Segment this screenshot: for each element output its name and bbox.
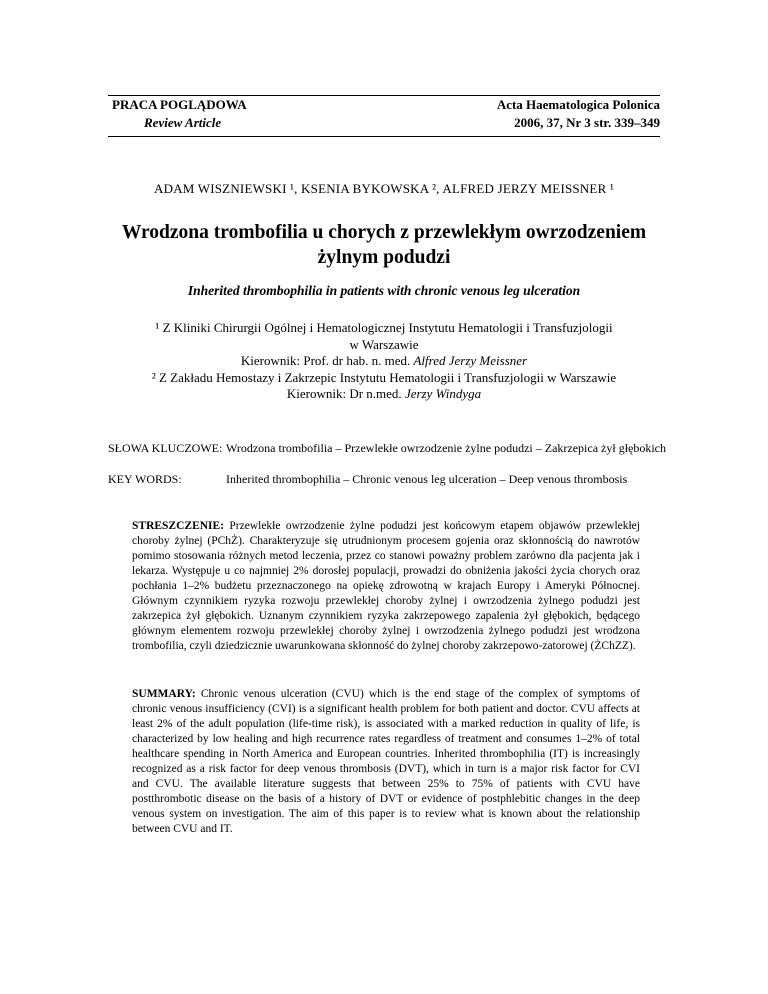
- abstract-pl: [132, 519, 640, 654]
- keywords-pl-value: Wrodzona trombofilia – Przewlekłe owrzodzenie żylne podudzi – Zakrzepica żył głębokich: [226, 441, 667, 455]
- title-line-1: Wrodzona trombofilia u chorych z przewlekłym owrzodzeniem: [121, 222, 647, 243]
- keywords-en-value: Inherited thrombophilia – Chronic venous leg ulceration – Deep venous thrombosis: [226, 472, 628, 486]
- keywords-pl: [108, 441, 668, 471]
- article-type: [112, 96, 247, 132]
- article-type-en: Review Article: [144, 115, 222, 130]
- abstract-pl-text: Przewlekłe owrzodzenie żylne podudzi jest końcowym etapem objawów przewlekłej choroby żylnej (PChŻ). Charakteryzuje się utrudnionym procesem gojenia oraz skłonnością do nawrotów pomimo stosowania różnych metod leczenia, przez co stanowi poważny problem zarówno dla pacjenta jak i lekarza. Występuje u co najmniej 2% dorosłej populacji, prowadzi do obniżenia jakości życia chorych oraz pochłania 1–2% budżetu przeznaczonego na opiekę zdrowotną w krajach Europy i Ameryki Północnej. Głównym czynnikiem ryzyka rozwoju przewlekłej choroby żylnej i owrzodzenia żylnego podudzi jest zakrzepica żył głębokich. Uznanym czynnikiem ryzyka zakrzepowego zapalenia żył głębokich, będącego głównym elementem rozwoju przewlekłej choroby żylnej i owrzodzenia żylnego podudzi jest wrodzona trombofilia, czyli dziedzicznie uwarunkowana skłonność do żylnej choroby zakrzepowo-zatorowej (ŻChZZ).: [132, 520, 640, 652]
- affiliation-2: [80, 370, 688, 387]
- affiliation-1: [80, 320, 688, 337]
- abstract-en-text: Chronic venous ulceration (CVU) which is the end stage of the complex of symptoms of chronic venous insufficiency (CVI) is a significant health problem for both patient and doctor. CVU affects at least 2% of the adult population (life-time risk), is associated with a marked reduction in quality of life, is characterized by low healing and high recurrence rates regardless of treatment and consumes 1–2% of total healthcare spending in North America and European countries. Inherited thrombophilia (IT) is increasingly recognized as a risk factor for deep venous thrombosis (DVT), which in turn is a major risk factor for CVI and CVU. The available literature suggests that between 25% to 75% of patients with CVU have postthrombotic disease on the basis of a history of DVT or evidence of postphlebitic changes in the deep venous system on investigation. The aim of this paper is to review what is known about the relationship between CVU and IT.: [132, 688, 641, 835]
- authors: ADAM WISZNIEWSKI ¹, KSENIA BYKOWSKA ², ALFRED JERZY MEISSNER ¹: [154, 181, 614, 196]
- article-title-en: Inherited thrombophilia in patients with chronic venous leg ulceration: [187, 283, 581, 298]
- journal-name: Acta Haematologica Polonica: [496, 97, 660, 112]
- journal-info: [497, 96, 660, 132]
- journal-citation: 2006, 37, Nr 3 str. 339–349: [514, 115, 660, 130]
- header-bottom-rule: [108, 136, 660, 137]
- affiliation-2-head-label: Kierownik: Dr n.med.: [286, 386, 402, 401]
- abstract-en: [132, 687, 640, 837]
- keywords-en: [108, 472, 668, 502]
- affiliation-2-line-1: Z Zakładu Hemostazy i Zakrzepic Instytutu Hematologii i Transfuzjologii w Warszawie: [158, 369, 617, 385]
- affiliation-1-head-label: Kierownik: Prof. dr hab. n. med.: [240, 353, 411, 368]
- abstract-en-lead: SUMMARY:: [132, 688, 196, 700]
- keywords-pl-label: SŁOWA KLUCZOWE:: [108, 441, 223, 455]
- affiliation-1-marker: ¹: [155, 320, 160, 335]
- affiliation-1-line-2: w Warszawie: [349, 336, 419, 352]
- affiliation-1-head: [80, 353, 688, 370]
- affiliation-1-head-name: Alfred Jerzy Meissner: [413, 353, 528, 368]
- article-type-pl: PRACA POGLĄDOWA: [112, 97, 247, 112]
- affiliation-1-line-1: Z Kliniki Chirurgii Ogólnej i Hematologicznej Instytutu Hematologii i Transfuzjologii: [162, 320, 613, 335]
- affiliation-2-head: [80, 386, 688, 403]
- affiliation-2-head-name: Jerzy Windyga: [404, 386, 482, 401]
- affiliations: [80, 320, 688, 403]
- affiliation-2-marker: ²: [151, 369, 156, 385]
- abstract-pl-lead: STRESZCZENIE:: [132, 520, 225, 532]
- title-line-2: żylnym podudzi: [317, 247, 451, 268]
- keywords-en-label: KEY WORDS:: [108, 472, 182, 486]
- article-title: [60, 220, 708, 270]
